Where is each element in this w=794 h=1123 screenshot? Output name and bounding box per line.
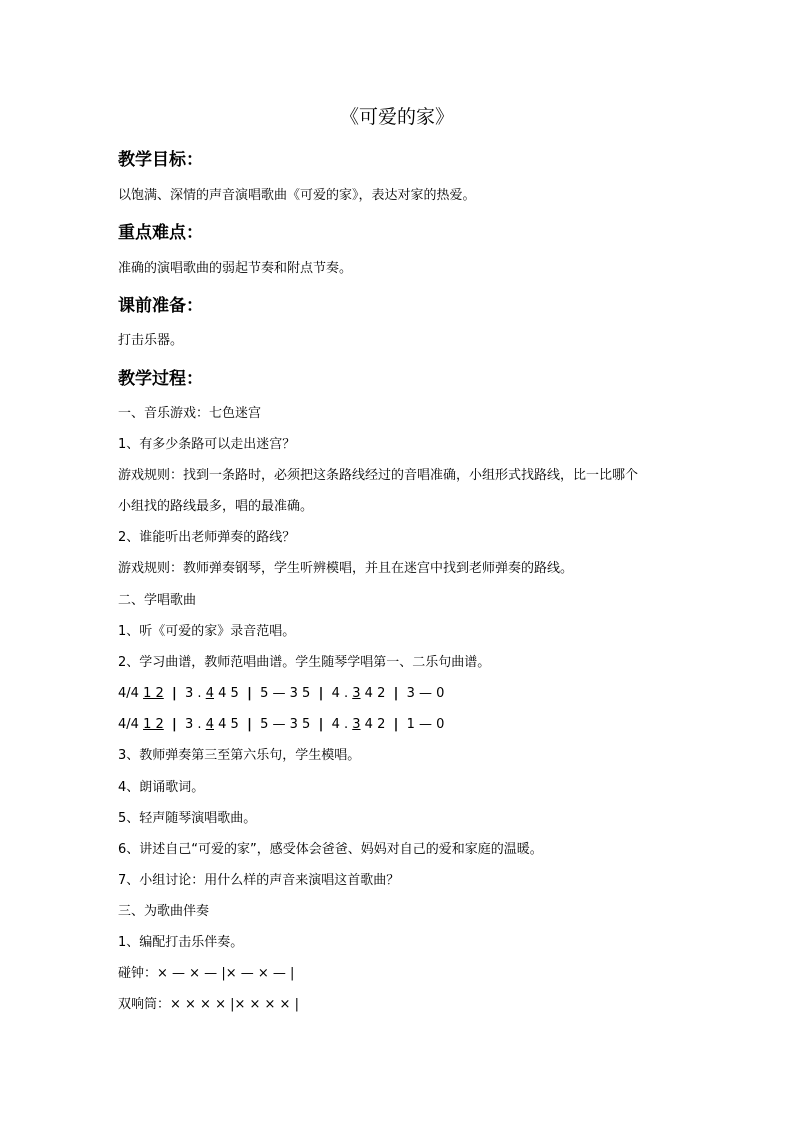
- underlined-note: 4: [205, 717, 214, 732]
- barline: |: [318, 717, 324, 732]
- prep-text: 打击乐器。: [118, 333, 184, 348]
- measure-notes: 1 — 0: [406, 717, 445, 732]
- measure-notes: 4 2: [360, 686, 386, 701]
- step-7: 7、小组讨论：用什么样的声音来演唱这首歌曲？: [118, 873, 400, 888]
- meter: 4/4: [118, 717, 139, 732]
- key-heading: 重点难点：: [118, 223, 203, 243]
- part3-title: 三、为歌曲伴奏: [118, 904, 210, 919]
- question-2: 2、谁能听出老师弹奏的路线？: [118, 530, 296, 545]
- cymbal-pattern: 碰钟：× — × — |× — × — |: [118, 966, 295, 981]
- pickup-notes: 1 2: [143, 717, 164, 732]
- step-3: 3、教师弹奏第三至第六乐句，学生模唱。: [118, 748, 361, 763]
- measure-notes: 3 — 0: [406, 686, 445, 701]
- barline: |: [393, 717, 399, 732]
- rule-2: 游戏规则：教师弹奏钢琴，学生听辨模唱，并且在迷宫中找到老师弹奏的路线。: [118, 561, 574, 576]
- document-title: 《可爱的家》: [339, 106, 454, 128]
- barline: |: [393, 686, 399, 701]
- notation-line-2: [118, 715, 444, 735]
- prep-heading: 课前准备：: [118, 296, 203, 316]
- pickup-notes: 1 2: [143, 686, 164, 701]
- measure-notes: 4 .: [331, 686, 353, 701]
- meter: 4/4: [118, 686, 139, 701]
- barline: |: [172, 686, 177, 701]
- step-5: 5、轻声随琴演唱歌曲。: [118, 811, 257, 826]
- barline: |: [247, 686, 252, 701]
- measure-notes: 5 — 3 5: [260, 717, 311, 732]
- underlined-note: 3: [352, 686, 361, 701]
- rule-1-line-2: 小组找的路线最多，唱的最准确。: [118, 499, 314, 514]
- step-1: 1、听《可爱的家》录音范唱。: [118, 624, 296, 639]
- measure-notes: 4 5: [213, 686, 239, 701]
- measure-notes: 5 — 3 5: [260, 686, 311, 701]
- barline: |: [247, 717, 252, 732]
- measure-notes: 4 5: [213, 717, 239, 732]
- barline: |: [318, 686, 324, 701]
- question-1: 1、有多少条路可以走出迷宫？: [118, 437, 296, 452]
- underlined-note: 4: [205, 686, 214, 701]
- step-6: 6、讲述自己“可爱的家”，感受体会爸爸、妈妈对自己的爱和家庭的温暖。: [118, 842, 543, 857]
- goal-heading: 教学目标：: [118, 150, 203, 170]
- measure-notes: 4 .: [331, 717, 353, 732]
- measure-notes: 3 .: [185, 717, 206, 732]
- underlined-note: 3: [352, 717, 361, 732]
- task-1: 1、编配打击乐伴奏。: [118, 935, 244, 950]
- notation-line-1: [118, 684, 444, 704]
- key-text: 准确的演唱歌曲的弱起节奏和附点节奏。: [118, 261, 353, 276]
- step-2: 2、学习曲谱，教师范唱曲谱。学生随琴学唱第一、二乐句曲谱。: [118, 655, 491, 670]
- barline: |: [172, 717, 177, 732]
- rule-1-line-1: 游戏规则：找到一条路时，必须把这条路线经过的音唱准确，小组形式找路线，比一比哪个: [118, 468, 639, 483]
- goal-text: 以饱满、深情的声音演唱歌曲《可爱的家》，表达对家的热爱。: [118, 188, 476, 203]
- measure-notes: 3 .: [185, 686, 206, 701]
- process-heading: 教学过程：: [118, 369, 203, 389]
- part1-title: 一、音乐游戏：七色迷宫: [118, 406, 262, 421]
- step-4: 4、朗诵歌词。: [118, 780, 205, 795]
- clapper-pattern: 双响筒：× × × × |× × × × |: [118, 997, 299, 1012]
- measure-notes: 4 2: [360, 717, 386, 732]
- part2-title: 二、学唱歌曲: [118, 593, 197, 608]
